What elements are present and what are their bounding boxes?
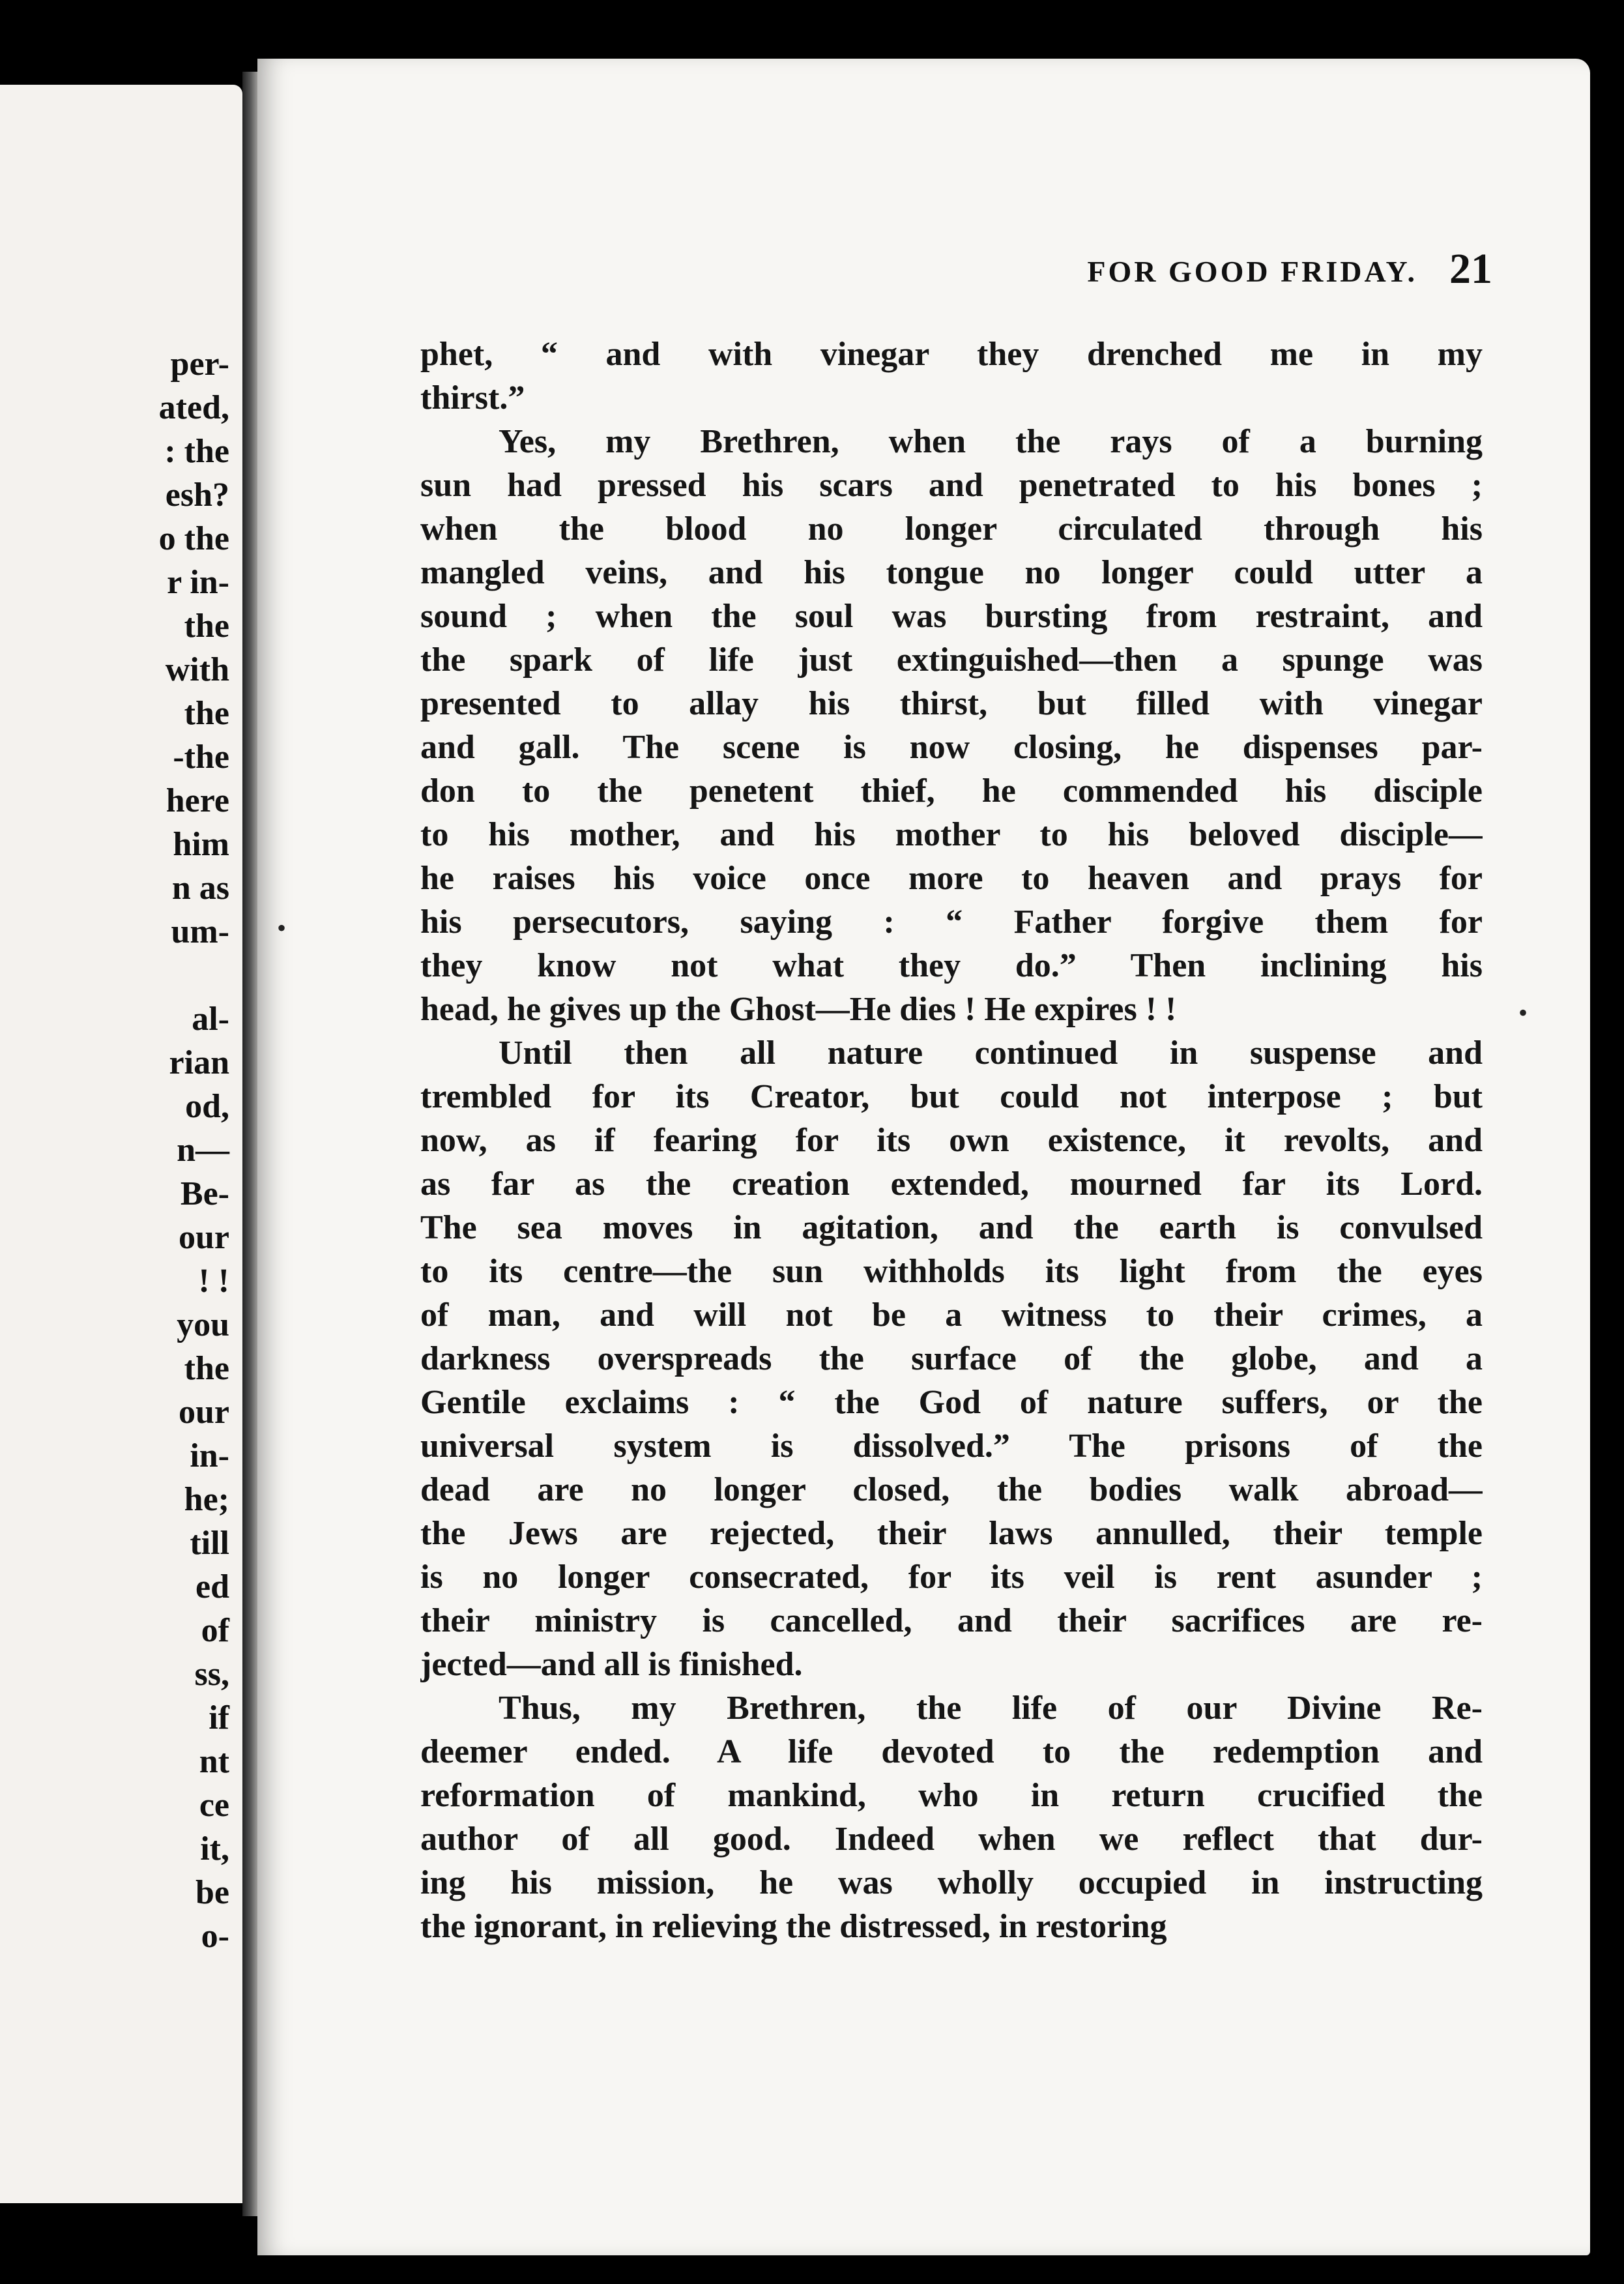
text-line: the spark of life just extinguished—then a spunge was	[420, 641, 1483, 679]
left-page-fragment: in-	[190, 1437, 229, 1474]
text-line: The sea moves in agitation, and the earth is convulsed	[420, 1209, 1483, 1246]
left-page-fragment: you	[177, 1306, 229, 1343]
left-page-fragment: with	[165, 651, 229, 688]
left-page-fragment: o the	[158, 520, 229, 557]
text-line: and gall. The scene is now closing, he dispenses par-	[420, 729, 1483, 766]
left-page-text-fragments	[159, 342, 229, 1958]
left-page-fragment: per-	[170, 345, 229, 383]
text-line: darkness overspreads the surface of the globe, and a	[420, 1340, 1483, 1377]
left-page-fragment: nt	[199, 1743, 229, 1780]
text-line: Thus, my Brethren, the life of our Divine Re-	[499, 1690, 1483, 1727]
text-line: sound ; when the soul was bursting from restraint, and	[420, 598, 1483, 635]
left-page-fragment: the	[184, 608, 229, 645]
text-line: Until then all nature continued in suspense and	[499, 1034, 1483, 1072]
left-page-fragment: Be-	[180, 1175, 229, 1212]
text-line: universal system is dissolved.” The prisons of the	[420, 1428, 1483, 1465]
text-line: the ignorant, in relieving the distressed, in restoring	[420, 1908, 1167, 1945]
text-line: to his mother, and his mother to his beloved disciple—	[420, 816, 1483, 853]
paragraph	[420, 420, 1483, 1031]
left-page-fragment: al-	[192, 1001, 229, 1038]
text-line: to its centre—the sun withholds its light from the eyes	[420, 1253, 1483, 1290]
right-page	[257, 59, 1590, 2255]
left-page-fragment	[159, 954, 229, 997]
text-line: reformation of mankind, who in return crucified the	[420, 1777, 1483, 1814]
left-page-fragment: him	[173, 826, 229, 863]
body-text	[420, 332, 1483, 1948]
left-page-fragment: esh?	[165, 476, 229, 514]
left-page-fragment: the	[184, 1350, 229, 1387]
text-line: Gentile exclaims : “ the God of nature suffers, or the	[420, 1384, 1483, 1421]
text-line: phet, “ and with vinegar they drenched me in my	[420, 336, 1483, 373]
margin-mark: •	[277, 913, 287, 943]
left-page-fragment: till	[190, 1525, 229, 1562]
left-page-fragment: it,	[200, 1830, 229, 1867]
paragraph	[420, 1031, 1483, 1686]
left-page-fragment: n as	[171, 870, 229, 907]
running-head: FOR GOOD FRIDAY.	[1087, 255, 1417, 288]
left-page-fragment: our	[179, 1394, 229, 1431]
text-line: thirst.”	[420, 379, 525, 417]
left-page-fragment: -the	[173, 739, 229, 776]
left-page-fragment: : the	[164, 433, 229, 470]
paragraph	[420, 332, 1483, 420]
left-page-fragment: ed	[196, 1568, 229, 1605]
text-line: as far as the creation extended, mourned far its Lord.	[420, 1165, 1483, 1203]
left-page-fragment: rian	[169, 1044, 229, 1081]
text-line: presented to allay his thirst, but filled with vinegar	[420, 685, 1483, 722]
text-line: mangled veins, and his tongue no longer could utter a	[420, 554, 1483, 591]
margin-mark: •	[1518, 998, 1528, 1027]
left-page-fragment: ! !	[198, 1263, 229, 1300]
left-page-fragment: r in-	[167, 564, 229, 601]
text-line: Yes, my Brethren, when the rays of a burning	[499, 423, 1483, 460]
left-page-fragment: um-	[171, 913, 229, 950]
text-line: now, as if fearing for its own existence, it revolts, and	[420, 1122, 1483, 1159]
text-line: when the blood no longer circulated through his	[420, 510, 1483, 548]
text-line: jected—and all is finished.	[420, 1646, 803, 1683]
text-line: sun had pressed his scars and penetrated to his bones ;	[420, 467, 1483, 504]
text-line: don to the penetent thief, he commended his disciple	[420, 772, 1483, 810]
text-line: the Jews are rejected, their laws annulled, their temple	[420, 1515, 1483, 1552]
page-number: 21	[1449, 245, 1492, 293]
left-page-fragment: he;	[184, 1481, 229, 1518]
text-line: they know not what they do.” Then inclining his	[420, 947, 1483, 984]
left-page-fragment: our	[179, 1219, 229, 1256]
text-line: head, he gives up the Ghost—He dies ! He expires ! !	[420, 991, 1177, 1028]
text-line: is no longer consecrated, for its veil is rent asunder ;	[420, 1559, 1483, 1596]
left-page	[0, 85, 242, 2203]
left-page-fragment: n—	[177, 1132, 229, 1169]
left-page-fragment: ss,	[194, 1656, 229, 1693]
left-page-fragment: of	[201, 1612, 229, 1649]
text-line: deemer ended. A life devoted to the redemption and	[420, 1733, 1483, 1770]
text-line: he raises his voice once more to heaven and prays for	[420, 860, 1483, 897]
left-page-fragment: ce	[199, 1787, 229, 1824]
text-line: dead are no longer closed, the bodies walk abroad—	[420, 1471, 1483, 1508]
text-line: ing his mission, he was wholly occupied in instructing	[420, 1864, 1483, 1901]
text-line: of man, and will not be a witness to their crimes, a	[420, 1296, 1483, 1334]
text-line: his persecutors, saying : “ Father forgive them for	[420, 903, 1483, 941]
left-page-fragment: ated,	[158, 389, 229, 426]
paragraph	[420, 1686, 1483, 1948]
text-line: author of all good. Indeed when we reflect that dur-	[420, 1821, 1483, 1858]
left-page-fragment: the	[184, 695, 229, 732]
left-page-fragment: if	[209, 1699, 229, 1736]
text-line: their ministry is cancelled, and their sacrifices are re-	[420, 1602, 1483, 1639]
text-line: trembled for its Creator, but could not interpose ; but	[420, 1078, 1483, 1115]
left-page-fragment: be	[196, 1874, 229, 1911]
left-page-fragment: od,	[185, 1088, 229, 1125]
left-page-fragment: here	[166, 782, 229, 819]
left-page-fragment: o-	[201, 1918, 229, 1955]
